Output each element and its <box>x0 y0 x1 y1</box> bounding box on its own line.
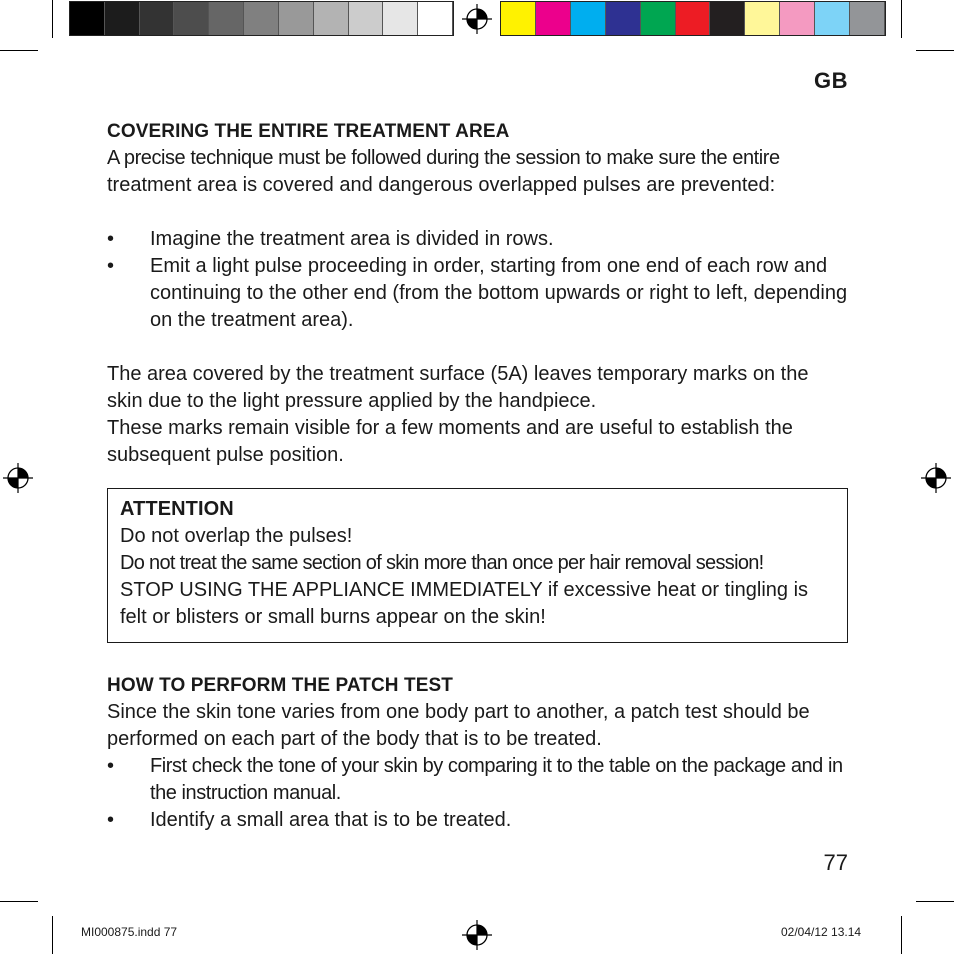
color-swatch <box>780 2 815 35</box>
list-item: • Emit a light pulse proceeding in order, starting from one end of each row and continuing to the other end (from the bottom upwards or right to left, depending on the treatment area). <box>107 253 848 334</box>
color-swatch <box>710 2 745 35</box>
color-swatch <box>244 2 279 35</box>
color-swatch <box>314 2 349 35</box>
registration-mark-icon <box>921 463 951 493</box>
list-item: • Imagine the treatment area is divided in rows. <box>107 226 848 253</box>
bullet-list <box>107 226 848 334</box>
attention-line: Do not overlap the pulses! <box>120 525 353 547</box>
section-heading: HOW TO PERFORM THE PATCH TEST <box>107 675 453 696</box>
color-swatch <box>140 2 175 35</box>
crop-mark <box>916 50 954 51</box>
footer-file-info: MI000875.indd 77 <box>81 925 178 939</box>
color-swatch <box>418 2 453 35</box>
color-swatch <box>383 2 418 35</box>
crop-mark <box>901 916 902 954</box>
registration-mark-icon <box>462 4 492 34</box>
color-swatch <box>606 2 641 35</box>
bullet-list <box>107 753 848 834</box>
page-number: 77 <box>823 850 848 875</box>
attention-line: STOP USING THE APPLIANCE IMMEDIATELY if excessive heat or tingling is felt or blisters or small burns appear on the skin! <box>120 579 809 628</box>
crop-mark <box>52 916 53 954</box>
crop-mark <box>916 901 954 902</box>
intro-line: A precise technique must be followed during the session to make sure the entire <box>107 147 780 169</box>
color-swatch <box>349 2 384 35</box>
paragraph: The area covered by the treatment surface (5A) leaves temporary marks on the skin due to the light pressure applied by the handpiece. <box>107 363 809 412</box>
crop-mark <box>0 50 38 51</box>
paragraph: Since the skin tone varies from one body part to another, a patch test should be performed on each part of the body that is to be treated. <box>107 701 810 750</box>
page-content <box>107 118 848 834</box>
attention-title: ATTENTION <box>120 498 234 520</box>
list-item: • First check the tone of your skin by comparing it to the table on the package and in the instruction manual. <box>107 753 848 807</box>
color-swatch <box>745 2 780 35</box>
color-swatch <box>641 2 676 35</box>
color-swatch <box>174 2 209 35</box>
registration-mark-icon <box>462 920 492 950</box>
grayscale-color-bar <box>69 1 454 36</box>
color-swatch <box>571 2 606 35</box>
list-item: • Identify a small area that is to be treated. <box>107 807 848 834</box>
section-heading: COVERING THE ENTIRE TREATMENT AREA <box>107 121 510 142</box>
color-swatch <box>105 2 140 35</box>
color-swatch <box>536 2 571 35</box>
footer-date: 02/04/12 13.14 <box>781 925 862 939</box>
color-swatch <box>815 2 850 35</box>
paragraph: These marks remain visible for a few moments and are useful to establish the subsequent pulse position. <box>107 417 793 466</box>
color-swatch <box>501 2 536 35</box>
attention-box <box>107 488 848 643</box>
process-color-bar <box>500 1 886 36</box>
color-swatch <box>279 2 314 35</box>
attention-line: Do not treat the same section of skin more than once per hair removal session! <box>120 552 764 574</box>
intro-line: treatment area is covered and dangerous overlapped pulses are prevented: <box>107 174 776 196</box>
language-label: GB <box>814 68 848 93</box>
color-swatch <box>209 2 244 35</box>
crop-mark <box>52 0 53 38</box>
crop-mark <box>901 0 902 38</box>
color-swatch <box>676 2 711 35</box>
color-swatch <box>70 2 105 35</box>
color-swatch <box>850 2 885 35</box>
registration-mark-icon <box>3 463 33 493</box>
crop-mark <box>0 901 38 902</box>
